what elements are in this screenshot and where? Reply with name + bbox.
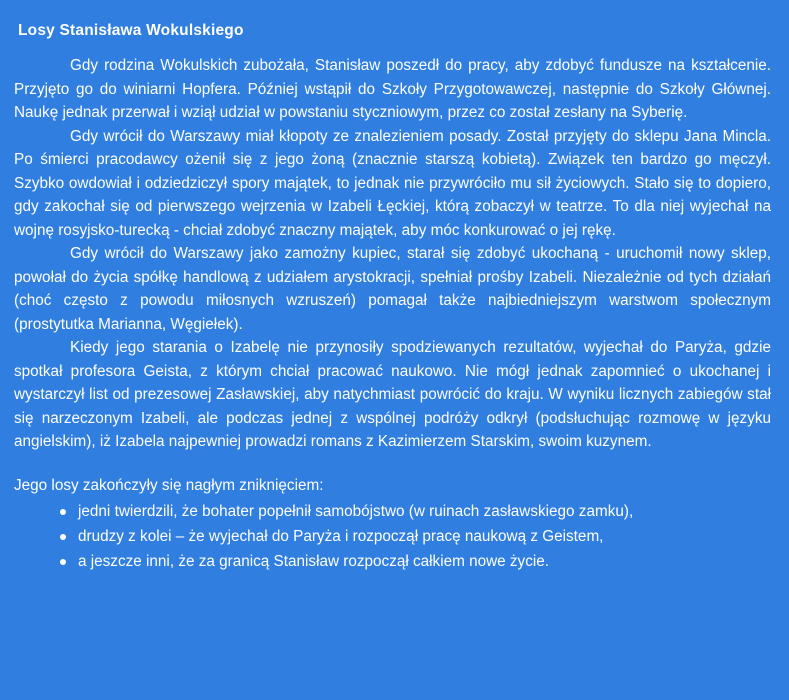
paragraph-1: Gdy rodzina Wokulskich zubożała, Stanisław poszedł do pracy, aby zdobyć fundusze na kształcenie. Przyjęto go do winiarni Hopfera. Później wstąpił do Szkoły Przygotowawczej, następnie do Szkoły Głównej. Naukę jednak przerwał i wziął udział w powstaniu styczniowym, przez co został zesłany na Syberię. bbox=[14, 57, 771, 121]
list-item: a jeszcze inni, że za granicą Stanisław rozpoczął całkiem nowe życie. bbox=[60, 549, 771, 574]
paragraph-4: Kiedy jego starania o Izabelę nie przynosiły spodziewanych rezultatów, wyjechał do Paryża, gdzie spotkał profesora Geista, z którym chciał pracować naukowo. Nie mógł jednak zapomnieć o ukochanej i wystarczył list od prezesowej Zasławskiej, aby natychmiast powrócić do kraju. W wyniku licznych zabiegów stał się narzeczonym Izabeli, ale podczas jednej z wspólnej podróży odkrył (podsłuchując rozmowę w języku angielskim), iż Izabela najpewniej prowadzi romans z Kazimierzem Starskim, swoim kuzynem. bbox=[14, 339, 771, 450]
paragraph-2: Gdy wrócił do Warszawy miał kłopoty ze znalezieniem posady. Został przyjęty do sklepu Jana Mincla. Po śmierci pracodawcy ożenił się z jego żoną (znacznie starszą kobietą). Związek ten bardzo go męczył. Szybko owdowiał i odziedziczył spory majątek, to jednak nie przywróciło mu sił życiowych. Stało się to dopiero, gdy zakochał się od pierwszego wejrzenia w Izabeli Łęckiej, którą zobaczył w teatrze. To dla niej wyjechał na wojnę rosyjsko-turecką - chciał zdobyć znaczny majątek, aby móc konkurować o jej rękę. bbox=[14, 127, 771, 239]
closing-line: Jego losy zakończyły się nagłym zniknięciem: bbox=[14, 476, 324, 494]
list-item: drudzy z kolei – że wyjechał do Paryża i rozpoczął pracę naukową z Geistem, bbox=[60, 524, 771, 549]
paragraph-3: Gdy wrócił do Warszawy jako zamożny kupiec, starał się zdobyć ukochaną - uruchomił nowy sklep, powołał do życia spółkę handlową z udziałem arystokracji, spełniał prośby Izabeli. Niezależnie od tych działań (choć często z powodu miłosnych wzruszeń) pomagał także najbiedniejszym warstwom społecznym (prostytutka Marianna, Węgiełek). bbox=[14, 245, 771, 333]
list-item: jedni twierdzili, że bohater popełnił samobójstwo (w ruinach zasławskiego zamku), bbox=[60, 499, 771, 524]
page-title: Losy Stanisława Wokulskiego bbox=[18, 22, 244, 39]
fate-list bbox=[14, 499, 771, 574]
